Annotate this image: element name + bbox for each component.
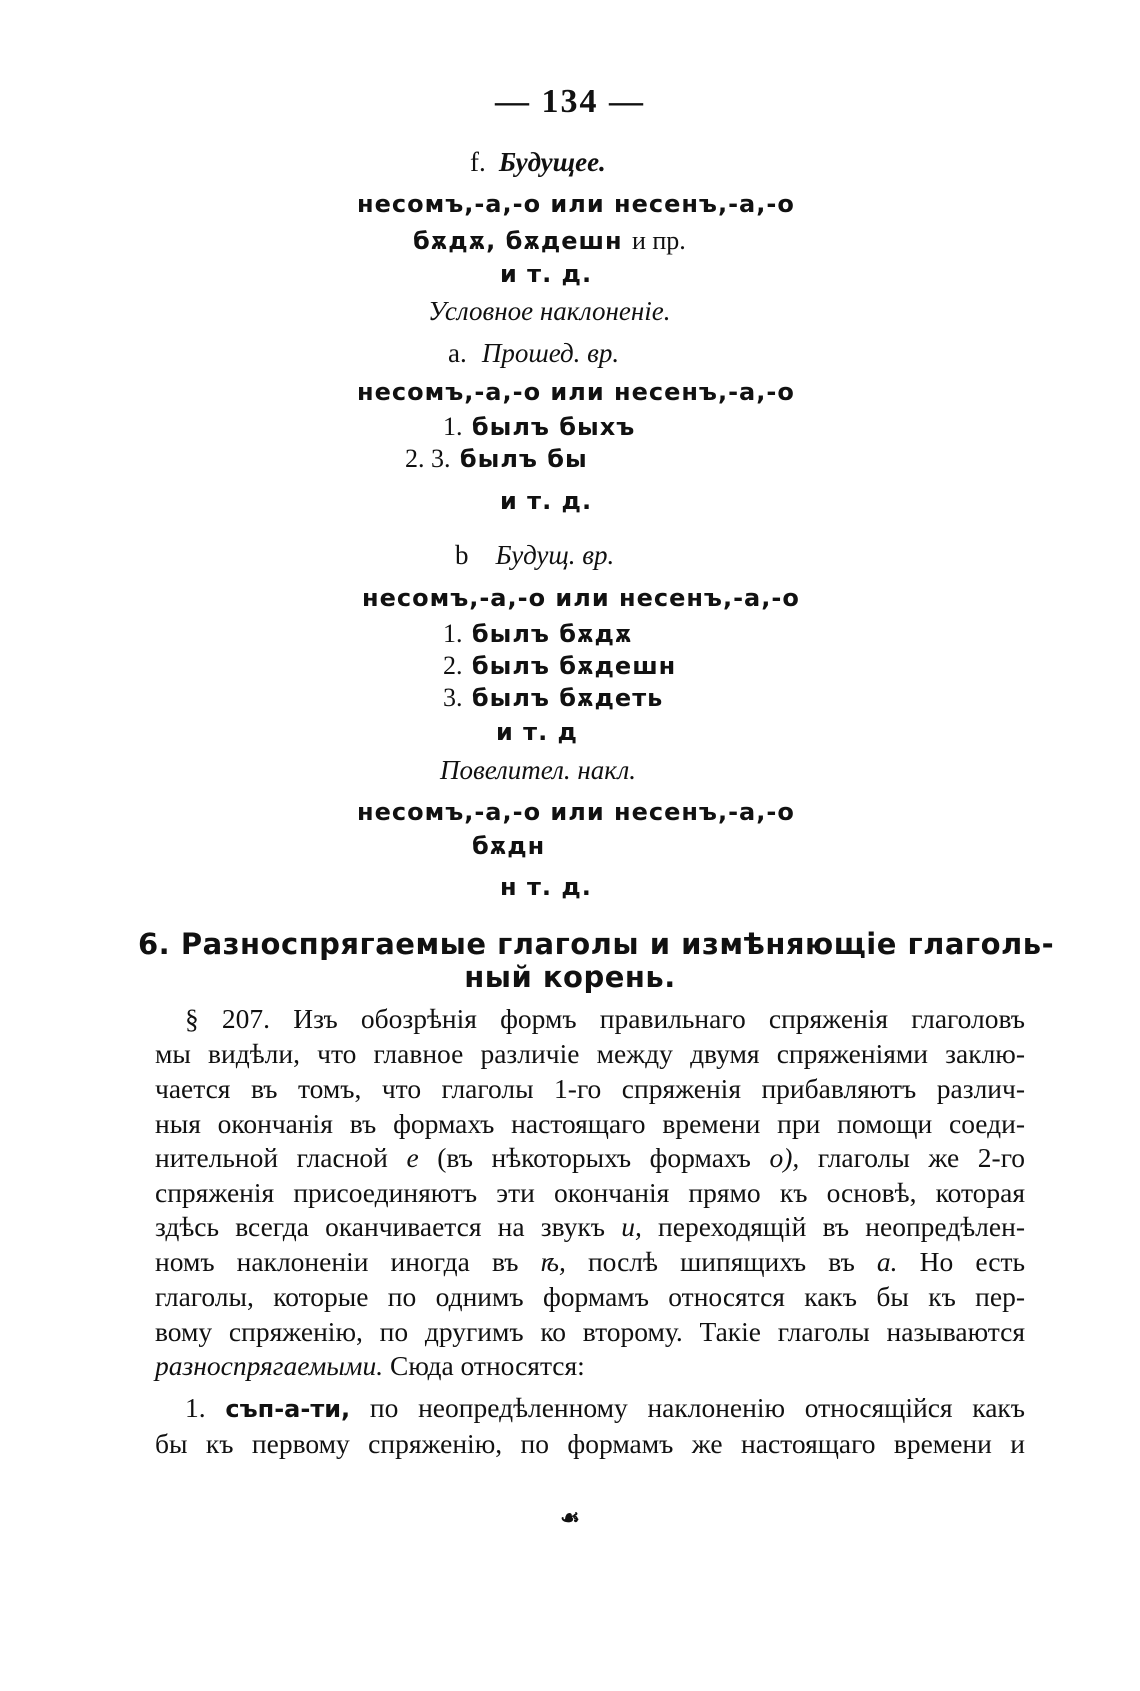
para-line-3: чается въ томъ, что глаголы 1-го спряженія прибавляютъ различ- [155, 1073, 1025, 1104]
imperative-title: Повелител. накл. [440, 755, 636, 785]
future-line-1: несомъ,-а,-о или несенъ,-а,-о [357, 190, 795, 218]
past-row-2-num: 2. 3. [405, 444, 451, 473]
cond-future-row-1-num: 1. [443, 619, 463, 648]
past-row-1-num: 1. [443, 412, 463, 441]
para-line-2: мы видѣли, что главное различіе между двумя спряженіями заклю- [155, 1038, 1025, 1069]
para-line-5-e: е [406, 1142, 419, 1173]
para-line-8-c: Но есть [919, 1246, 1026, 1277]
section-heading-line-2: ный корень. [464, 960, 676, 994]
conditional-future-subheading [455, 540, 614, 571]
para-line-7-a: здѣсь всегда оканчивается на звукъ [155, 1211, 606, 1242]
para-line-8-a: номъ наклоненіи иногда въ [155, 1246, 519, 1277]
future-title: Будущее. [498, 147, 606, 177]
para-line-8 [155, 1246, 1025, 1278]
para-line-12 [185, 1392, 1025, 1424]
ornament-icon: ☙ [560, 1505, 580, 1531]
future-line-2-ocs: бѫдѫ, бѫдешн [413, 227, 623, 255]
past-row-2-text: былъ бы [459, 445, 588, 473]
cond-future-row-3 [443, 683, 663, 713]
para-line-12-word: съп-а-ти, [225, 1395, 351, 1423]
cond-future-line-1: несомъ,-а,-о или несенъ,-а,-о [362, 584, 800, 612]
section-heading-line-1 [138, 927, 1054, 961]
para-line-11-a: разноспрягаемыми. [155, 1350, 384, 1381]
future-etc: и т. д. [500, 260, 593, 288]
para-line-8-a2: а. [876, 1246, 898, 1277]
imperative-etc: н т. д. [500, 873, 592, 901]
para-line-4: ныя окончанія въ формахъ настоящаго времени при помощи соеди- [155, 1108, 1025, 1139]
past-title: Прошед. вр. [481, 338, 620, 368]
page-number: — 134 — [495, 83, 645, 120]
section-heading-text: Разноспрягаемые глаголы и измѣняющіе глаголь- [180, 927, 1055, 961]
para-line-5-c: глаголы же 2-го [817, 1142, 1026, 1173]
future-letter: f. [470, 147, 486, 177]
para-line-11 [155, 1350, 1025, 1382]
imperative-line-1: несомъ,-а,-о или несенъ,-а,-о [357, 798, 795, 826]
para-line-5-a: нительной гласной [155, 1142, 388, 1173]
cond-future-row-2-num: 2. [443, 651, 463, 680]
para-line-5-b: (въ нѣкоторыхъ формахъ [437, 1142, 751, 1173]
conditional-title: Условное наклоненіе. [428, 296, 671, 326]
cond-future-etc: и т. д [496, 718, 578, 746]
cond-future-title: Будущ. вр. [495, 540, 615, 570]
para-line-8-yat: ѣ, [540, 1246, 566, 1277]
para-line-7-i: и, [621, 1211, 642, 1242]
conditional-past-subheading [448, 338, 619, 369]
para-line-8-b: послѣ шипящихъ въ [587, 1246, 855, 1277]
para-line-9: глаголы, которые по однимъ формамъ относятся какъ бы къ пер- [155, 1281, 1025, 1312]
para-line-5 [155, 1142, 1025, 1174]
future-subheading [470, 147, 606, 178]
past-row-1-text: былъ быхъ [471, 413, 636, 441]
cond-future-row-1-text: былъ бѫдѫ [471, 620, 633, 648]
past-row-2 [405, 444, 588, 474]
para-line-6: спряженія присоединяютъ эти окончанія прямо къ основѣ, которая [155, 1177, 1025, 1208]
section-heading-num: 6. [138, 927, 171, 961]
para-line-7 [155, 1211, 1025, 1243]
past-etc: и т. д. [500, 487, 593, 515]
para-line-1: § 207. Изъ обозрѣнія формъ правильнаго спряженія глаголовъ [185, 1003, 1025, 1034]
para-line-10: вому спряженію, по другимъ ко второму. Такіе глаголы называются [155, 1316, 1025, 1347]
para-line-12-b: по неопредѣленному наклоненію относящійся какъ [369, 1392, 1026, 1423]
para-line-12-num: 1. [185, 1392, 206, 1423]
cond-future-letter: b [455, 540, 469, 570]
past-line-1: несомъ,-а,-о или несенъ,-а,-о [357, 378, 795, 406]
past-letter: a. [448, 338, 467, 368]
para-line-13: бы къ первому спряженію, по формамъ же настоящаго времени и [155, 1428, 1025, 1459]
cond-future-row-2-text: былъ бѫдешн [471, 652, 677, 680]
cond-future-row-3-text: былъ бѫдеть [471, 684, 664, 712]
past-row-1 [443, 412, 635, 442]
cond-future-row-3-num: 3. [443, 683, 463, 712]
para-line-7-b: переходящій въ неопредѣлен- [658, 1211, 1025, 1242]
para-line-11-b: Сюда относятся: [389, 1350, 585, 1381]
imperative-line-2: бѫдн [472, 832, 546, 860]
cond-future-row-2 [443, 651, 676, 681]
future-line-2-tail: и пр. [631, 226, 686, 255]
future-line-2 [413, 226, 686, 256]
para-line-5-o: о), [769, 1142, 800, 1173]
cond-future-row-1 [443, 619, 632, 649]
